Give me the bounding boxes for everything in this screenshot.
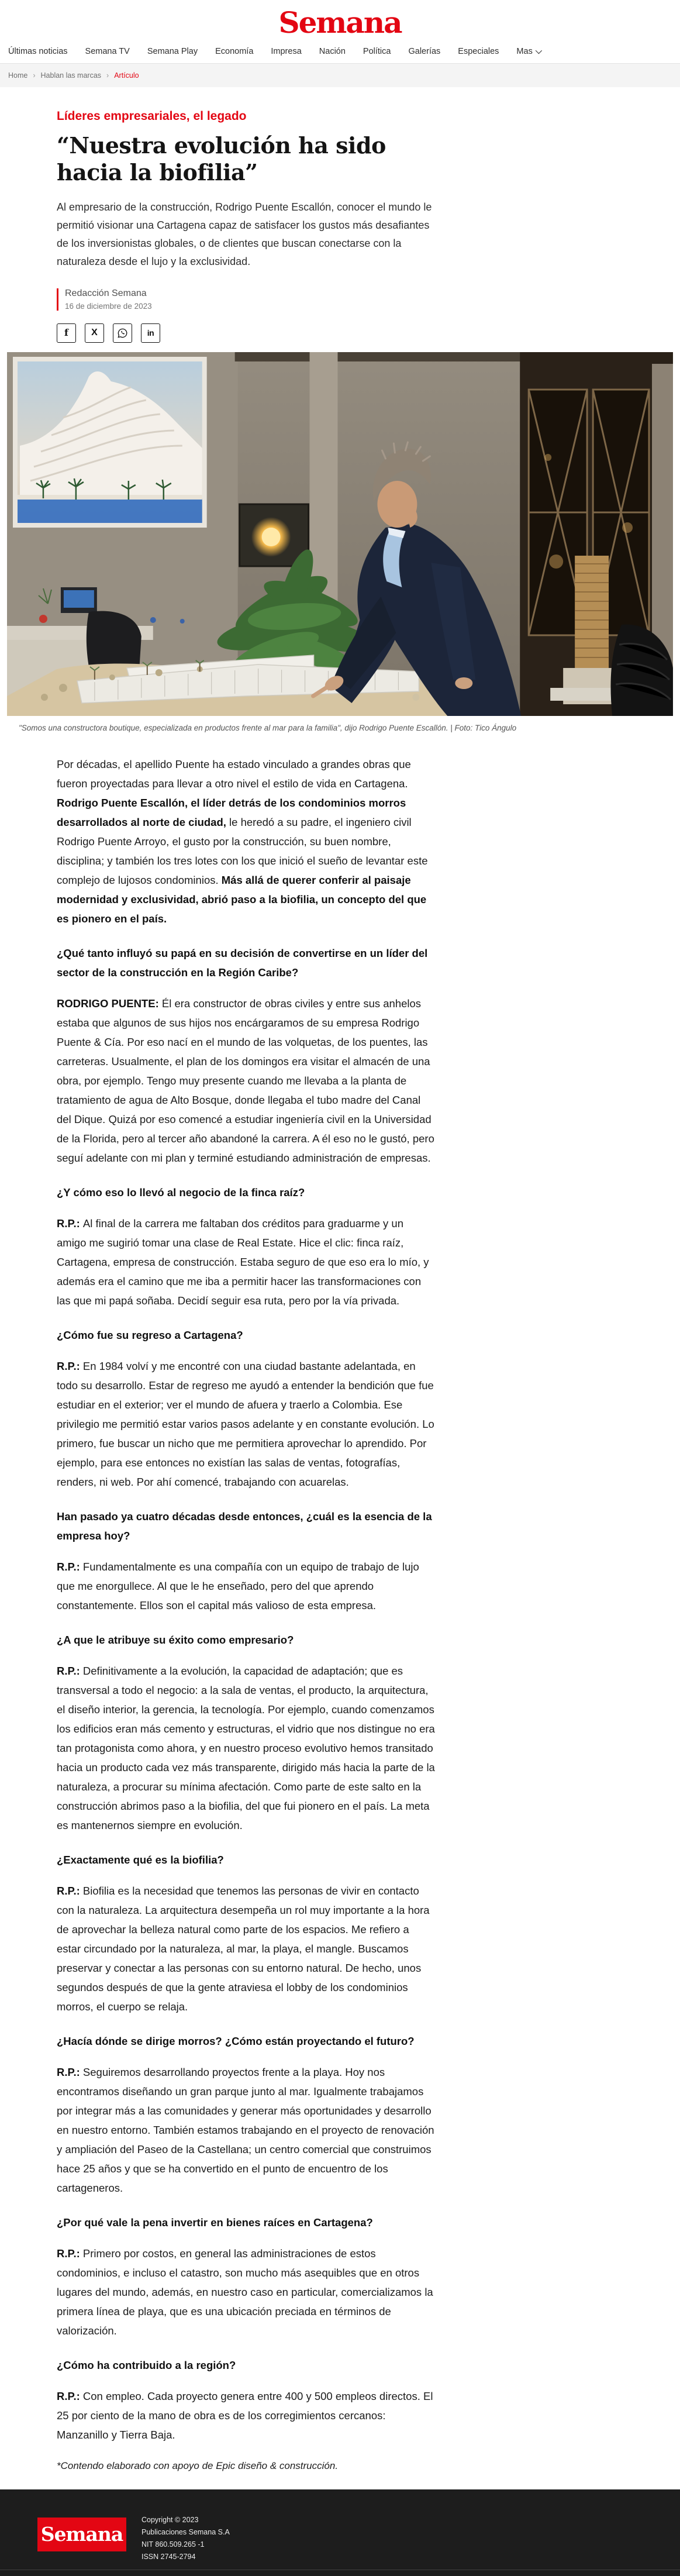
article-category: Líderes empresariales, el legado	[57, 109, 247, 123]
footer-logo-text: Semana	[40, 2523, 123, 2546]
nav-item-semana-tv[interactable]: Semana TV	[85, 47, 130, 56]
nav-item-impresa[interactable]: Impresa	[271, 47, 302, 56]
photo-caption: "Somos una constructora boutique, especializada en productos frente al mar para la familia", dijo Rodrigo Puente Escallón. | Foto: Tico Ángulo	[19, 723, 517, 732]
footer-semana-logo[interactable]	[37, 2518, 126, 2551]
interview-question: ¿Qué tanto influyó su papá en su decisión de convertirse en un líder del sector de la construcción en la Región Caribe?	[57, 946, 428, 979]
interview-answer: R.P.: Biofilia es la necesidad que tenemos las personas de vivir en contacto con la naturaleza. La arquitectura desempeña un rol muy importante a la hora de aprovechar la belleza natural como parte de los espacios. Me refiero a estar circundado por la naturaleza, al mar, la playa, el mangle. Buscamos preservar y conectar a las personas con su entorno natural. De hecho, unos segundos después de que la gente atraviesa el lobby de los condominios morros, el cuerpo se relaja.	[57, 1884, 430, 2013]
interview-answer: R.P.: En 1984 volví y me encontré con una ciudad bastante adelantada, en todo su desarrollo. Estar de regreso me ayudó a entender la bendición que fue estudiar en el exterior; ver el mundo de afuera y traerlo a Colombia. Ese privilegio me permitió estar varios pasos adelante y en constante evolución. Lo primero, fue buscar un nicho que me permitiera aprovechar lo aprendido. Por ejemplo, para ese entonces no existían las salas de ventas, fotografías, renders, ni web. Por ahí comencé, trabajando con acuarelas.	[57, 1359, 434, 1488]
article-subtitle: Al empresario de la construcción, Rodrigo Puente Escallón, conocer el mundo le permitió visionar una Cartagena capaz de satisfacer los gustos más desafiantes de los inversionistas globales, o de clientes que buscan conectarse con la naturaleza desde el lujo y la exclusividad.	[57, 201, 432, 267]
nav-item-especiales[interactable]: Especiales	[458, 47, 499, 56]
interview-question: ¿A que le atribuye su éxito como empresario?	[57, 1633, 294, 1646]
masthead	[0, 0, 680, 43]
nav-item-últimas-noticias[interactable]: Últimas noticias	[8, 47, 68, 56]
footer	[0, 2489, 680, 2576]
article-body	[57, 755, 436, 2475]
interview-question: ¿Por qué vale la pena invertir en bienes raíces en Cartagena?	[57, 2216, 373, 2229]
nav-item-semana-play[interactable]: Semana Play	[147, 47, 198, 56]
interview-question: ¿Cómo fue su regreso a Cartagena?	[57, 1328, 243, 1341]
whatsapp-icon	[117, 328, 128, 339]
linkedin-icon: in	[147, 328, 154, 338]
interview-answer: R.P.: Al final de la carrera me faltaban dos créditos para graduarme y un amigo me sugirió tomar una clase de Real Estate. Hice el clic: finca raíz, Cartagena, empresa de construcción. Estaba seguro de que eso era lo mío, y además era el camino que me iba a permitir hacer las transformaciones con las que mi papá soñaba. Decidí seguir esa ruta, pero por la vía privada.	[57, 1217, 429, 1307]
chevron-down-icon	[536, 47, 542, 54]
breadcrumb-separator: ›	[33, 71, 36, 80]
footer-legal	[141, 2514, 230, 2563]
publish-date: 16 de diciembre de 2023	[65, 301, 152, 311]
x-icon: X	[91, 328, 98, 338]
breadcrumb-band	[0, 64, 680, 87]
breadcrumb-hablan-las-marcas[interactable]: Hablan las marcas	[40, 71, 102, 80]
interview-question: Han pasado ya cuatro décadas desde entonces, ¿cuál es la esencia de la empresa hoy?	[57, 1510, 432, 1542]
footer-line: NIT 860.509.265 -1	[141, 2540, 205, 2549]
interview-answer: R.P.: Primero por costos, en general las administraciones de estos condominios, e incluso el catastro, son mucho más asequibles que en otros lugares del mundo, además, en nuestro caso en particular, comercializamos la primera línea de playa, que es una ubicación preciada en términos de valorización.	[57, 2247, 433, 2337]
article-title: “Nuestra evolución ha sido hacia la biofilia”	[57, 132, 386, 186]
interview-question: ¿Y cómo eso lo llevó al negocio de la finca raíz?	[57, 1186, 305, 1199]
article-paragraph: Por décadas, el apellido Puente ha estado vinculado a grandes obras que fueron proyectadas para llevar a otro nivel el estilo de vida en Cartagena. Rodrigo Puente Escallón, el líder detrás de los condominios morros desarrollados al norte de ciudad, le heredó a su padre, el ingeniero civil Rodrigo Puente Arroyo, el gusto por la construcción, su buen nombre, disciplina; y también los tres lotes con los que inició el sueño de levantar este complejo de lujosos condominios. Más allá de querer conferir al paisaje modernidad y exclusividad, abrió paso a la biofilia, un concepto del que es pionero en el país.	[57, 757, 428, 925]
breadcrumb-home[interactable]: Home	[8, 71, 28, 80]
share-buttons	[57, 323, 436, 343]
footer-line: ISSN 2745-2794	[141, 2552, 196, 2561]
interview-answer: R.P.: Con empleo. Cada proyecto genera entre 400 y 500 empleos directos. El 25 por ciento de la mano de obra es de los corregimientos cercanos: Manzanillo y Tierra Baja.	[57, 2389, 433, 2441]
nav-item-nación[interactable]: Nación	[319, 47, 346, 56]
breadcrumb	[8, 71, 672, 80]
share-linkedin-icon[interactable]	[141, 323, 160, 343]
semana-logo[interactable]: Semana	[278, 5, 402, 40]
article-photo-illustration	[7, 352, 673, 716]
interview-answer: R.P.: Definitivamente a la evolución, la capacidad de adaptación; que es transversal a todo el negocio: a la sala de ventas, el producto, la arquitectura, el diseño interior, la gerencia, la tecnología. Por ejemplo, cuando comenzamos los edificios eran más cemento y estructuras, el vidrio que nos distingue no era tan protagonista como ahora, y en nuestro proceso evolutivo hemos transitado hacia un producto cada vez más transparente, dirigido más hacia la parte de la naturaleza, a procurar su mínima afectación. Como parte de este salto en la construcción abrimos paso a la biofilia, del que fui pionero en el país. La meta es mantenernos siempre en evolución.	[57, 1664, 435, 1831]
byline	[57, 288, 436, 311]
article-header	[57, 109, 436, 343]
interview-question: ¿Exactamente qué es la biofilia?	[57, 1853, 224, 1866]
interview-question: ¿Cómo ha contribuido a la región?	[57, 2358, 236, 2371]
share-facebook-icon[interactable]	[57, 323, 76, 343]
share-whatsapp-icon[interactable]	[113, 323, 132, 343]
breadcrumb-artículo: Artículo	[114, 71, 139, 80]
breadcrumb-separator: ›	[106, 71, 109, 80]
share-x-icon[interactable]	[85, 323, 104, 343]
author-name: Redacción Semana	[65, 288, 147, 298]
article-note: *Contendo elaborado con apoyo de Epic diseño & construcción.	[57, 2460, 339, 2471]
nav-item-mas[interactable]: Mas	[516, 47, 540, 56]
facebook-icon: f	[64, 327, 68, 339]
nav-item-política[interactable]: Política	[363, 47, 391, 56]
interview-answer: R.P.: Fundamentalmente es una compañía con un equipo de trabajo de lujo que me enorgullece. Al que le he enseñado, pero del que aprendo constantemente. Ellos son el capital más valioso de esta empresa.	[57, 1560, 419, 1611]
interview-question: ¿Hacía dónde se dirige morros? ¿Cómo están proyectando el futuro?	[57, 2034, 415, 2047]
article-photo	[7, 352, 673, 716]
nav-item-economía[interactable]: Economía	[215, 47, 254, 56]
main-nav	[0, 43, 680, 64]
nav-item-galerías[interactable]: Galerías	[408, 47, 441, 56]
footer-line: Publicaciones Semana S.A	[141, 2527, 230, 2536]
interview-answer: RODRIGO PUENTE: Él era constructor de obras civiles y entre sus anhelos estaba que algunos de sus hijos nos encárgaramos de su empresa Rodrigo Puente & Cía. Por eso nací en el mundo de las volquetas, de los puentes, las carreteras. Usualmente, el plan de los domingos era visitar el almacén de una obra, por ejemplo. Tengo muy presente cuando me llevaba a la planta de tratamiento de agua de Alto Bosque, donde llegaba el tubo madre del Canal del Dique. Quizá por eso comencé a estudiar ingeniería civil en la Universidad de la Florida, pero al tercer año abandoné la carrera. A él eso no le gustó, pero seguí adelante con mi plan y terminé estudiando administración de empresas.	[57, 997, 434, 1164]
interview-answer: R.P.: Seguiremos desarrollando proyectos frente a la playa. Hoy nos encontramos diseñando un gran parque junto al mar. Igualmente trabajamos por integrar más a las comunidades y generar más oportunidades y desarrollo en nuestro entorno. También estamos trabajando en el proyecto de renovación y ampliación del Paseo de la Castellana; un centro comercial que construimos hace 25 años y que se ha convertido en el punto de encuentro de los cartageneros.	[57, 2065, 434, 2194]
footer-line: Copyright © 2023	[141, 2515, 199, 2524]
